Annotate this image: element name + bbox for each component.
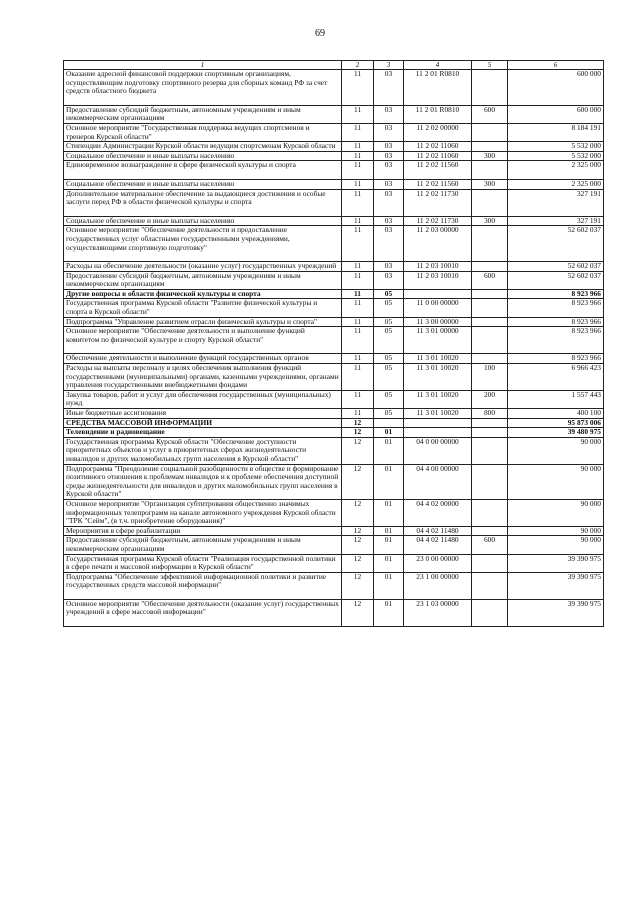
row-name-cell: Предоставление субсидий бюджетным, автономным учреждениям и иным некоммерческим организациям <box>64 105 342 123</box>
row-target-article-cell: 11 3 01 10020 <box>404 409 472 419</box>
row-section-cell: 11 <box>342 123 374 141</box>
row-amount-cell: 400 100 <box>508 409 604 419</box>
row-expense-type-cell <box>472 464 508 499</box>
row-target-article-cell: 23 0 00 00000 <box>404 554 472 572</box>
row-name-cell: Социальное обеспечение и иные выплаты населению <box>64 216 342 226</box>
row-target-article-cell: 11 3 01 10020 <box>404 364 472 391</box>
row-subsection-cell: 01 <box>374 536 404 554</box>
row-amount-cell: 90 000 <box>508 536 604 554</box>
row-amount-cell: 39 390 975 <box>508 572 604 599</box>
row-target-article-cell: 11 2 02 11560 <box>404 161 472 180</box>
row-expense-type-cell <box>472 161 508 180</box>
row-target-article-cell: 11 0 00 00000 <box>404 299 472 317</box>
column-header: 6 <box>508 61 604 70</box>
row-expense-type-cell: 600 <box>472 105 508 123</box>
row-name-cell: Стипендии Администрации Курской области ведущим спортсменам Курской области <box>64 142 342 152</box>
row-section-cell: 12 <box>342 464 374 499</box>
row-target-article-cell: 11 3 01 10020 <box>404 390 472 408</box>
row-subsection-cell: 01 <box>374 599 404 626</box>
row-expense-type-cell <box>472 317 508 327</box>
row-section-cell: 11 <box>342 189 374 216</box>
row-subsection-cell: 05 <box>374 317 404 327</box>
table-row <box>64 364 604 391</box>
table-row <box>64 226 604 262</box>
row-amount-cell: 600 000 <box>508 70 604 106</box>
row-expense-type-cell: 800 <box>472 409 508 419</box>
row-expense-type-cell <box>472 299 508 317</box>
table-row <box>64 271 604 289</box>
row-name-cell: Расходы на обеспечение деятельности (оказание услуг) государственных учреждений <box>64 262 342 272</box>
row-expense-type-cell: 600 <box>472 536 508 554</box>
row-amount-cell: 2 325 000 <box>508 161 604 180</box>
row-amount-cell: 90 000 <box>508 526 604 536</box>
row-name-cell: Основное мероприятие "Организация субтитрования общественно значимых информационных телепрограмм на канале автономного учреждения Курской области "ТРК "Сейм", (в т.ч. приобретение оборудования)" <box>64 499 342 526</box>
row-amount-cell: 8 923 966 <box>508 327 604 354</box>
row-section-cell: 11 <box>342 317 374 327</box>
table-row <box>64 189 604 216</box>
row-amount-cell: 90 000 <box>508 464 604 499</box>
row-amount-cell: 2 325 000 <box>508 179 604 189</box>
row-section-cell: 11 <box>342 142 374 152</box>
row-target-article-cell: 11 2 02 11730 <box>404 216 472 226</box>
row-amount-cell: 5 532 000 <box>508 142 604 152</box>
row-name-cell: Оказание адресной финансовой поддержки спортивным организациям, осуществляющим подготовку спортивного резерва для сборных команд РФ за счет средств областного бюджета <box>64 70 342 106</box>
row-target-article-cell: 11 2 02 11060 <box>404 142 472 152</box>
row-expense-type-cell <box>472 437 508 464</box>
row-section-cell: 11 <box>342 161 374 180</box>
row-section-cell: 11 <box>342 409 374 419</box>
row-target-article-cell: 11 2 02 11730 <box>404 189 472 216</box>
row-amount-cell: 8 184 191 <box>508 123 604 141</box>
table-row <box>64 572 604 599</box>
row-expense-type-cell <box>472 70 508 106</box>
row-subsection-cell: 03 <box>374 189 404 216</box>
row-subsection-cell: 03 <box>374 271 404 289</box>
row-name-cell: Основное мероприятие "Обеспечение деятельности и предоставление государственных услуг областными государственными учреждениями, осуществляющими спортивную подготовку" <box>64 226 342 262</box>
table-body <box>64 70 604 627</box>
row-amount-cell: 52 602 037 <box>508 271 604 289</box>
row-name-cell: Обеспечение деятельности и выполнение функций государственных органов <box>64 354 342 364</box>
row-section-cell: 11 <box>342 151 374 161</box>
row-target-article-cell: 11 3 01 10020 <box>404 354 472 364</box>
row-amount-cell: 600 000 <box>508 105 604 123</box>
row-amount-cell: 1 557 443 <box>508 390 604 408</box>
row-section-cell: 11 <box>342 226 374 262</box>
row-section-cell: 12 <box>342 599 374 626</box>
row-subsection-cell: 05 <box>374 289 404 299</box>
row-amount-cell: 95 873 006 <box>508 418 604 428</box>
row-name-cell: Единовременное вознаграждение в сфере физической культуры и спорта <box>64 161 342 180</box>
row-subsection-cell: 03 <box>374 161 404 180</box>
row-expense-type-cell <box>472 554 508 572</box>
row-target-article-cell: 11 2 01 R0810 <box>404 70 472 106</box>
row-section-cell: 11 <box>342 216 374 226</box>
row-target-article-cell: 11 2 01 R0810 <box>404 105 472 123</box>
row-expense-type-cell <box>472 289 508 299</box>
row-expense-type-cell: 100 <box>472 364 508 391</box>
row-target-article-cell: 11 2 02 00000 <box>404 123 472 141</box>
row-section-cell: 12 <box>342 554 374 572</box>
row-name-cell: Основное мероприятие "Обеспечение деятельности (оказание услуг) государственных учреждений в сфере массовой информации" <box>64 599 342 626</box>
row-subsection-cell: 01 <box>374 526 404 536</box>
row-subsection-cell: 05 <box>374 364 404 391</box>
row-name-cell: Другие вопросы в области физической культуры и спорта <box>64 289 342 299</box>
row-amount-cell: 90 000 <box>508 437 604 464</box>
table-row <box>64 536 604 554</box>
row-section-cell: 12 <box>342 428 374 438</box>
row-name-cell: Государственная программа Курской области "Развитие физической культуры и спорта в Курской области" <box>64 299 342 317</box>
column-header: 3 <box>374 61 404 70</box>
row-amount-cell: 6 966 423 <box>508 364 604 391</box>
row-name-cell: Подпрограмма "Преодоление социальной разобщенности в обществе и формирование позитивного отношения к проблемам инвалидов и к проблеме обеспечения доступной среды жизнедеятельности для инвалидов и других маломобильных групп населения в Курской области" <box>64 464 342 499</box>
row-target-article-cell: 11 2 03 00000 <box>404 226 472 262</box>
page-number: 69 <box>315 28 325 39</box>
row-name-cell: Подпрограмма "Обеспечение эффективной информационной политики и развитие государственных средств массовой информации" <box>64 572 342 599</box>
row-section-cell: 12 <box>342 437 374 464</box>
row-subsection-cell: 05 <box>374 390 404 408</box>
row-expense-type-cell <box>472 327 508 354</box>
row-subsection-cell: 03 <box>374 262 404 272</box>
row-subsection-cell: 05 <box>374 409 404 419</box>
row-expense-type-cell <box>472 428 508 438</box>
row-name-cell: Иные бюджетные ассигнования <box>64 409 342 419</box>
row-section-cell: 12 <box>342 499 374 526</box>
row-expense-type-cell: 200 <box>472 390 508 408</box>
row-amount-cell: 327 191 <box>508 189 604 216</box>
row-expense-type-cell: 600 <box>472 271 508 289</box>
row-section-cell: 11 <box>342 390 374 408</box>
table-row <box>64 123 604 141</box>
row-subsection-cell: 03 <box>374 123 404 141</box>
column-header: 1 <box>64 61 342 70</box>
row-amount-cell: 5 532 000 <box>508 151 604 161</box>
row-section-cell: 11 <box>342 299 374 317</box>
row-name-cell: Телевидение и радиовещание <box>64 428 342 438</box>
row-section-cell: 12 <box>342 536 374 554</box>
row-name-cell: Основное мероприятие "Государственная поддержка ведущих спортсменов и тренеров Курской области" <box>64 123 342 141</box>
table-row <box>64 437 604 464</box>
row-name-cell: Предоставление субсидий бюджетным, автономным учреждениям и иным некоммерческим организациям <box>64 271 342 289</box>
row-target-article-cell: 11 3 00 00000 <box>404 317 472 327</box>
row-amount-cell: 8 923 966 <box>508 299 604 317</box>
row-section-cell: 11 <box>342 262 374 272</box>
table-row <box>64 105 604 123</box>
row-section-cell: 12 <box>342 526 374 536</box>
row-name-cell: Подпрограмма "Управление развитием отрасли физической культуры и спорта" <box>64 317 342 327</box>
row-name-cell: Предоставление субсидий бюджетным, автономным учреждениям и иным некоммерческим организациям <box>64 536 342 554</box>
row-section-cell: 11 <box>342 289 374 299</box>
row-subsection-cell: 03 <box>374 179 404 189</box>
row-expense-type-cell: 300 <box>472 151 508 161</box>
row-subsection-cell: 01 <box>374 437 404 464</box>
row-subsection-cell: 05 <box>374 327 404 354</box>
row-subsection-cell: 03 <box>374 216 404 226</box>
row-subsection-cell: 03 <box>374 105 404 123</box>
row-amount-cell: 8 923 966 <box>508 317 604 327</box>
table-row <box>64 299 604 317</box>
row-name-cell: Социальное обеспечение и иные выплаты населению <box>64 179 342 189</box>
row-subsection-cell: 01 <box>374 464 404 499</box>
row-name-cell: Государственная программа Курской области "Реализация государственной политики в сфере печати и массовой информации в Курской области" <box>64 554 342 572</box>
row-expense-type-cell: 300 <box>472 216 508 226</box>
row-section-cell: 12 <box>342 572 374 599</box>
row-name-cell: Мероприятия в сфере реабилитации <box>64 526 342 536</box>
budget-table <box>63 60 604 627</box>
table-row <box>64 390 604 408</box>
table-row <box>64 464 604 499</box>
row-name-cell: Расходы на выплаты персоналу в целях обеспечения выполнения функций государственными (муниципальными) органами, казенными учреждениями, органами управления государственными внебюджетными фондами <box>64 364 342 391</box>
row-section-cell: 11 <box>342 327 374 354</box>
row-amount-cell: 52 602 037 <box>508 262 604 272</box>
table-row <box>64 70 604 106</box>
column-header: 4 <box>404 61 472 70</box>
row-subsection-cell: 01 <box>374 554 404 572</box>
row-target-article-cell: 04 4 00 00000 <box>404 464 472 499</box>
row-name-cell: Государственная программа Курской области "Обеспечение доступности приоритетных объектов и услуг в приоритетных сферах жизнедеятельности инвалидов и других маломобильных групп населения в Курской области" <box>64 437 342 464</box>
row-expense-type-cell <box>472 123 508 141</box>
row-subsection-cell: 03 <box>374 226 404 262</box>
row-target-article-cell: 11 2 02 11060 <box>404 151 472 161</box>
row-target-article-cell <box>404 418 472 428</box>
row-subsection-cell: 01 <box>374 572 404 599</box>
row-section-cell: 11 <box>342 105 374 123</box>
row-name-cell: СРЕДСТВА МАССОВОЙ ИНФОРМАЦИИ <box>64 418 342 428</box>
row-section-cell: 11 <box>342 364 374 391</box>
row-expense-type-cell <box>472 226 508 262</box>
row-subsection-cell: 05 <box>374 299 404 317</box>
table-row <box>64 327 604 354</box>
row-amount-cell: 90 000 <box>508 499 604 526</box>
row-name-cell: Закупка товаров, работ и услуг для обеспечения государственных (муниципальных) нужд <box>64 390 342 408</box>
row-name-cell: Основное мероприятие "Обеспечение деятельности и выполнение функций комитетом по физической культуре и спорту Курской области" <box>64 327 342 354</box>
row-target-article-cell: 23 1 03 00000 <box>404 599 472 626</box>
row-target-article-cell: 11 2 03 10010 <box>404 271 472 289</box>
row-target-article-cell: 04 4 02 00000 <box>404 499 472 526</box>
row-amount-cell: 39 390 975 <box>508 599 604 626</box>
row-section-cell: 11 <box>342 354 374 364</box>
row-expense-type-cell <box>472 499 508 526</box>
row-amount-cell: 8 923 966 <box>508 289 604 299</box>
row-section-cell: 11 <box>342 70 374 106</box>
table-row <box>64 599 604 626</box>
column-header: 5 <box>472 61 508 70</box>
row-amount-cell: 39 390 975 <box>508 554 604 572</box>
row-section-cell: 11 <box>342 271 374 289</box>
row-expense-type-cell <box>472 418 508 428</box>
row-name-cell: Дополнительное материальное обеспечение за выдающиеся достижения и особые заслуги перед РФ в области физической культуры и спорта <box>64 189 342 216</box>
table-row <box>64 554 604 572</box>
row-section-cell: 12 <box>342 418 374 428</box>
row-target-article-cell: 04 0 00 00000 <box>404 437 472 464</box>
row-expense-type-cell: 300 <box>472 179 508 189</box>
row-target-article-cell: 04 4 02 11480 <box>404 536 472 554</box>
row-amount-cell: 327 191 <box>508 216 604 226</box>
row-amount-cell: 8 923 966 <box>508 354 604 364</box>
row-target-article-cell: 11 2 03 10010 <box>404 262 472 272</box>
row-name-cell: Социальное обеспечение и иные выплаты населению <box>64 151 342 161</box>
row-amount-cell: 52 602 037 <box>508 226 604 262</box>
row-expense-type-cell <box>472 572 508 599</box>
table-row <box>64 161 604 180</box>
column-header: 2 <box>342 61 374 70</box>
row-target-article-cell: 11 2 02 11560 <box>404 179 472 189</box>
row-expense-type-cell <box>472 599 508 626</box>
row-section-cell: 11 <box>342 179 374 189</box>
row-amount-cell: 39 480 975 <box>508 428 604 438</box>
row-subsection-cell: 01 <box>374 428 404 438</box>
row-subsection-cell: 01 <box>374 499 404 526</box>
table-row <box>64 499 604 526</box>
row-subsection-cell: 05 <box>374 354 404 364</box>
row-target-article-cell: 23 1 00 00000 <box>404 572 472 599</box>
row-expense-type-cell <box>472 189 508 216</box>
row-target-article-cell: 11 3 01 00000 <box>404 327 472 354</box>
row-target-article-cell: 04 4 02 11480 <box>404 526 472 536</box>
row-subsection-cell: 03 <box>374 151 404 161</box>
row-subsection-cell: 03 <box>374 142 404 152</box>
row-subsection-cell: 03 <box>374 70 404 106</box>
